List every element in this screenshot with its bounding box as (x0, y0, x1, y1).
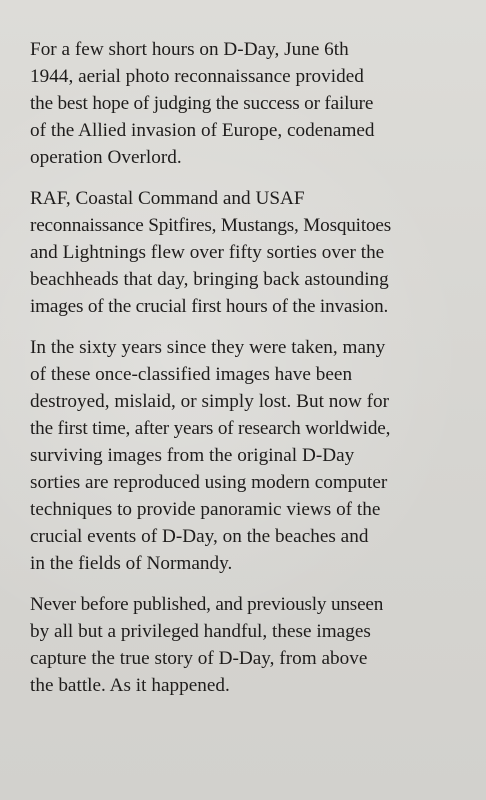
text-line: For a few short hours on D-Day, June 6th (30, 39, 349, 60)
paragraph-3 (30, 334, 470, 577)
text-line: Never before published, and previously unseen (30, 594, 384, 615)
text-line: sorties are reproduced using modern computer (30, 472, 388, 493)
text-line: the battle. As it happened. (30, 675, 230, 696)
text-line: of these once-classified images have been (30, 364, 353, 385)
text-line: the first time, after years of research worldwide, (30, 418, 391, 439)
text-line: beachheads that day, bringing back astounding (30, 269, 389, 290)
text-line: 1944, aerial photo reconnaissance provided (30, 66, 364, 87)
text-line: In the sixty years since they were taken, many (30, 337, 386, 358)
text-line: reconnaissance Spitfires, Mustangs, Mosquitoes (30, 215, 392, 236)
text-line: in the fields of Normandy. (30, 553, 233, 574)
text-line: of the Allied invasion of Europe, codenamed (30, 120, 375, 141)
text-line: by all but a privileged handful, these images (30, 621, 371, 642)
text-line: destroyed, mislaid, or simply lost. But now for (30, 391, 390, 412)
text-line: and Lightnings flew over fifty sorties over the (30, 242, 385, 263)
paragraph-4 (30, 591, 470, 699)
text-line: surviving images from the original D-Day (30, 445, 355, 466)
text-line: the best hope of judging the success or failure (30, 93, 374, 114)
text-line: capture the true story of D-Day, from above (30, 648, 368, 669)
text-line: operation Overlord. (30, 147, 182, 168)
paragraph-2 (30, 185, 470, 320)
text-line: techniques to provide panoramic views of the (30, 499, 381, 520)
text-line: RAF, Coastal Command and USAF (30, 188, 305, 209)
text-line: crucial events of D-Day, on the beaches and (30, 526, 369, 547)
description-text (30, 36, 470, 713)
paragraph-1 (30, 36, 470, 171)
text-line: images of the crucial first hours of the invasion. (30, 296, 389, 317)
